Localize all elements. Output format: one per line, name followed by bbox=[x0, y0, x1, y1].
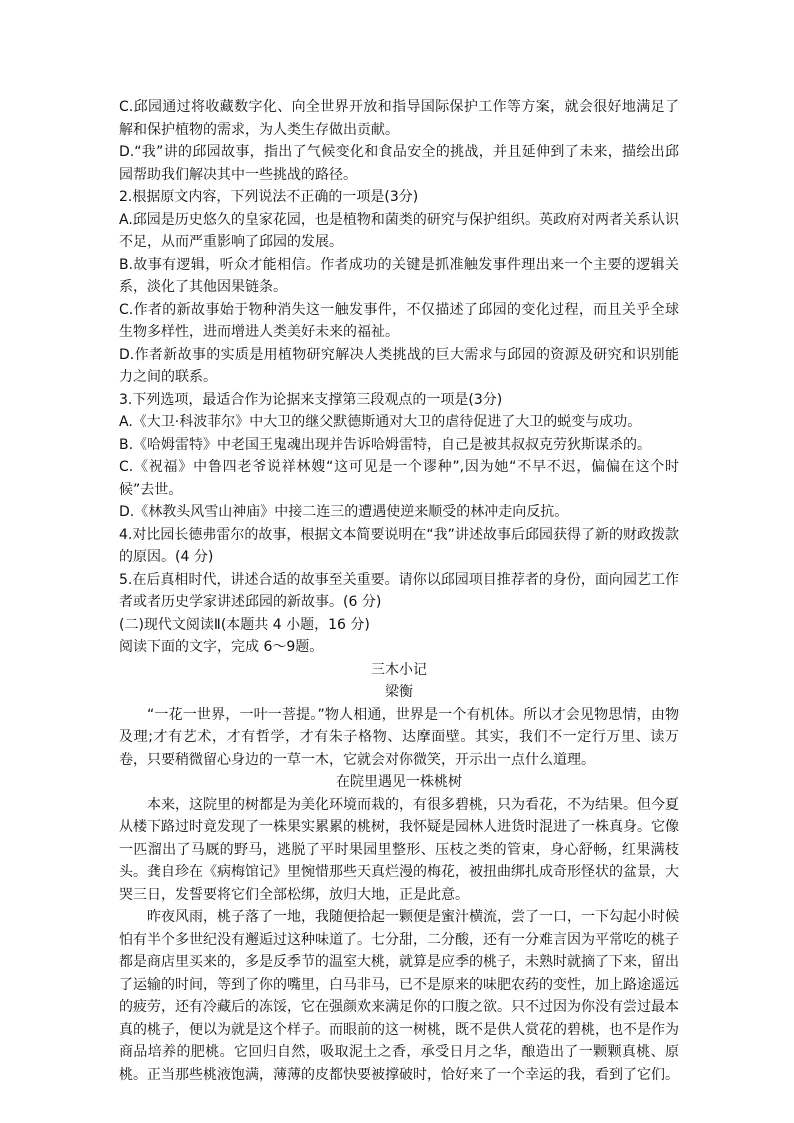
article-title: 三木小记 bbox=[371, 661, 427, 678]
question-5: 5.在后真相时代，讲述合适的故事至关重要。请你以邱园项目推荐者的身份，面向园艺工作者或者历史学家讲述邱园的新故事。(6 分) bbox=[119, 571, 679, 610]
q3-option-b: B.《哈姆雷特》中老国王鬼魂出现并告诉哈姆雷特，自己是被其叔叔克劳狄斯谋杀的。 bbox=[119, 436, 652, 453]
article-paragraph-2: 本来，这院里的树都是为美化环境而栽的，有很多碧桃，只为看花，不为结果。但今夏从楼下路过时竟发现了一株果实累累的桃树，我怀疑是园林人进货时混进了一株真身。它像一匹溜出了马厩的野马，逃脱了平时果园里整形、压枝之类的管束，身心舒畅，红果满枝头。龚自珍在《病梅馆记》里惋惜那些天真烂漫的梅花，被扭曲绑扎成奇形怪状的盆景，大哭三日，发誓要将它们全部松绑，放归大地，正是此意。 bbox=[119, 796, 679, 903]
q1-option-d: D.“我”讲的邱园故事，指出了气候变化和食品安全的挑战，并且延伸到了未来，描绘出邱园帮助我们解决其中一些挑战的路径。 bbox=[119, 144, 679, 183]
section-heading: (二)现代文阅读Ⅱ(本题共 4 小题，16 分) bbox=[119, 616, 370, 633]
article-subtitle: 在院里遇见一株桃树 bbox=[336, 774, 462, 790]
question-4: 4.对比园长德弗雷尔的故事，根据文本简要说明在“我”讲述故事后邱园获得了新的财政拨款的原因。(4 分) bbox=[119, 526, 679, 565]
q3-option-c: C.《祝福》中鲁四老爷说祥林嫂“这可见是一个谬种”,因为她“不早不迟，偏偏在这个时候”去世。 bbox=[119, 459, 679, 498]
q2-option-c: C.作者的新故事始于物种消失这一触发事件，不仅描述了邱园的变化过程，而且关乎全球生物多样性，进而增进人类美好未来的福祉。 bbox=[119, 301, 679, 340]
article-paragraph-3: 昨夜风雨，桃子落了一地，我随便拾起一颗便是蜜汁横流，尝了一口，一下勾起小时候怕有半个多世纪没有邂逅过这种味道了。七分甜，二分酸，还有一分难言因为平常吃的桃子都是商店里买来的，多是反季节的温室大桃，就算是应季的桃子，未熟时就摘了下来，留出了运输的时间，等到了你的嘴里，白马非马，已不是原来的味肥农药的变性，加上路途遥远的疲劳，还有冷藏后的冻馁，它在强颜欢来满足你的口腹之欲。只不过因为你没有尝过最本真的桃子，便以为就是这个样子。而眼前的这一树桃，既不是供人赏花的碧桃，也不是作为商品培养的肥桃。它回归自然，吸取泥土之香，承受日月之华，酿造出了一颗颗真桃、原桃。正当那些桃液饱满，薄薄的皮都快要被撑破时，恰好来了一个幸运的我，看到了它们。 bbox=[119, 909, 679, 1083]
q1-option-c: C.邱园通过将收藏数字化、向全世界开放和指导国际保护工作等方案，就会很好地满足了解和保护植物的需求，为人类生存做出贡献。 bbox=[119, 99, 679, 138]
article-author: 梁衡 bbox=[385, 684, 413, 700]
document-page bbox=[119, 96, 679, 1086]
q2-option-a: A.邱园是历史悠久的皇家花园，也是植物和菌类的研究与保护组织。英政府对两者关系认识不足，从而严重影响了邱园的发展。 bbox=[119, 211, 679, 250]
article-paragraph-1: “一花一世界，一叶一菩提。”物人相通，世界是一个有机体。所以才会见物思情，由物及理;才有艺术，才有哲学，才有朱子格物、达摩面壁。其实，我们不一定行万里、读万卷，只要稍微留心身边的一草一木，它就会对你微笑，开示出一点什么道理。 bbox=[119, 706, 679, 768]
q3-option-d: D.《林教头风雪山神庙》中接二连三的遭遇使逆来顺受的林冲走向反抗。 bbox=[119, 504, 569, 520]
reading-instruction: 阅读下面的文字，完成 6～9题。 bbox=[119, 639, 324, 655]
question-2-stem: 2.根据原文内容，下列说法不正确的一项是(3分) bbox=[119, 189, 419, 205]
question-3-stem: 3.下列选项，最适合作为论据来支撑第三段观点的一项是(3分) bbox=[119, 391, 503, 408]
q3-option-a: A.《大卫·科波菲尔》中大卫的继父默德斯通对大卫的虐待促进了大卫的蜕变与成功。 bbox=[119, 414, 642, 430]
q2-option-b: B.故事有逻辑，听众才能相信。作者成功的关键是抓准触发事件理出来一个主要的逻辑关系，淡化了其他因果链条。 bbox=[119, 256, 679, 295]
q2-option-d: D.作者新故事的实质是用植物研究解决人类挑战的巨大需求与邱园的资源及研究和识别能力之间的联系。 bbox=[119, 346, 679, 385]
